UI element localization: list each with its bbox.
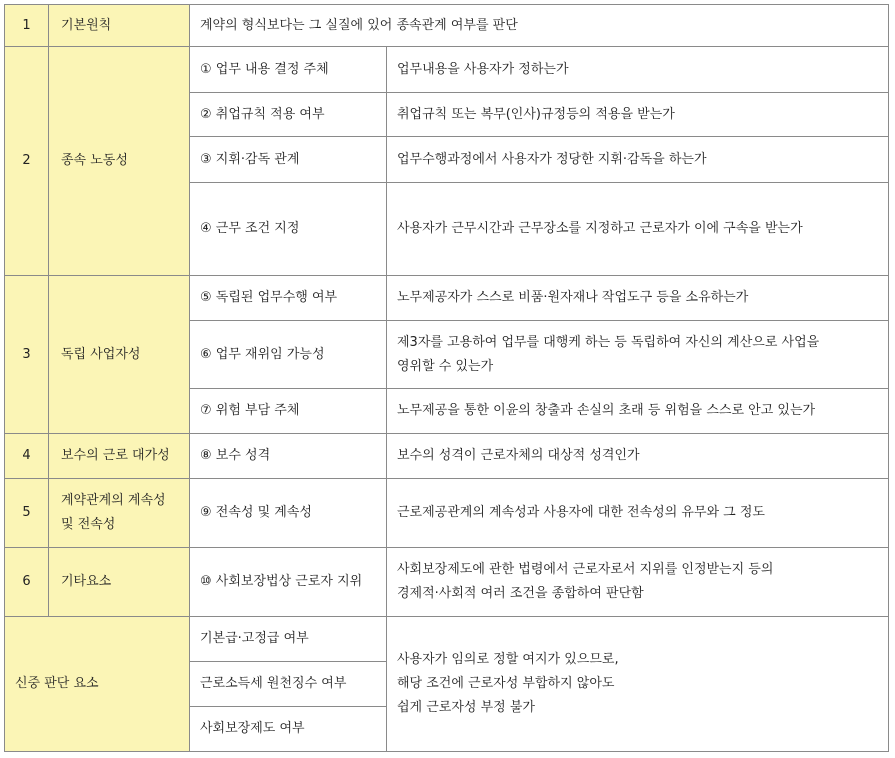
category-cell: 독립 사업자성	[49, 276, 190, 434]
criterion-cell: ⑩ 사회보장법상 근로자 지위	[190, 548, 387, 617]
description-cell: 사용자가 근무시간과 근무장소를 지정하고 근로자가 이에 구속을 받는가	[387, 183, 889, 276]
criterion-cell: ⑥ 업무 재위임 가능성	[190, 321, 387, 389]
criterion-cell: ② 취업규칙 적용 여부	[190, 93, 387, 137]
row-number: 5	[5, 479, 49, 548]
description-line: 사회보장제도에 관한 법령에서 근로자로서 지위를 인정받는지 등의	[397, 562, 774, 577]
criterion-cell: 기본급·고정급 여부	[190, 617, 387, 662]
table-row	[5, 617, 889, 662]
description-cell	[387, 617, 889, 752]
criterion-cell: 사회보장제도 여부	[190, 707, 387, 752]
criterion-cell: ⑧ 보수 성격	[190, 434, 387, 479]
row-number: 2	[5, 47, 49, 276]
description-line: 경제적·사회적 여러 조건을 종합하여 판단함	[397, 586, 644, 601]
criterion-cell: ⑤ 독립된 업무수행 여부	[190, 276, 387, 321]
description-line: 쉽게 근로자성 부정 불가	[397, 700, 535, 715]
row-number: 1	[5, 5, 49, 47]
category-cell	[49, 479, 190, 548]
criterion-cell: ③ 지휘·감독 관계	[190, 137, 387, 183]
category-cell: 기타요소	[49, 548, 190, 617]
description-cell: 노무제공을 통한 이윤의 창출과 손실의 초래 등 위험을 스스로 안고 있는가	[387, 389, 889, 434]
description-line: 영위할 수 있는가	[397, 358, 494, 374]
description-line: 사용자가 임의로 정할 여지가 있으므로,	[397, 652, 619, 667]
row-number: 6	[5, 548, 49, 617]
criterion-cell: ⑨ 전속성 및 계속성	[190, 479, 387, 548]
description-cell: 업무내용을 사용자가 정하는가	[387, 47, 889, 93]
table-row	[5, 47, 889, 93]
table-row	[5, 5, 889, 47]
table-row	[5, 479, 889, 548]
table-row	[5, 434, 889, 479]
table-row	[5, 276, 889, 321]
criterion-cell: ④ 근무 조건 지정	[190, 183, 387, 276]
category-cell: 보수의 근로 대가성	[49, 434, 190, 479]
description-cell: 노무제공자가 스스로 비품·원자재나 작업도구 등을 소유하는가	[387, 276, 889, 321]
description-line: 해당 조건에 근로자성 부합하지 않아도	[397, 676, 615, 691]
row-number: 4	[5, 434, 49, 479]
description-cell	[387, 321, 889, 389]
worker-status-criteria-table	[4, 4, 889, 752]
category-cell: 신중 판단 요소	[5, 617, 190, 752]
category-line: 및 전속성	[61, 517, 116, 532]
description-cell	[387, 548, 889, 617]
criterion-cell: ⑦ 위험 부담 주체	[190, 389, 387, 434]
description-cell: 업무수행과정에서 사용자가 정당한 지휘·감독을 하는가	[387, 137, 889, 183]
criterion-cell: ① 업무 내용 결정 주체	[190, 47, 387, 93]
criterion-cell: 근로소득세 원천징수 여부	[190, 662, 387, 707]
row-number: 3	[5, 276, 49, 434]
category-cell: 기본원칙	[49, 5, 190, 47]
description-cell: 취업규칙 또는 복무(인사)규정등의 적용을 받는가	[387, 93, 889, 137]
category-cell: 종속 노동성	[49, 47, 190, 276]
category-line: 계약관계의 계속성	[61, 493, 166, 508]
description-cell: 근로제공관계의 계속성과 사용자에 대한 전속성의 유무와 그 정도	[387, 479, 889, 548]
description-cell: 보수의 성격이 근로자체의 대상적 성격인가	[387, 434, 889, 479]
table-row	[5, 548, 889, 617]
description-cell: 계약의 형식보다는 그 실질에 있어 종속관계 여부를 판단	[190, 5, 889, 47]
description-line: 제3자를 고용하여 업무를 대행케 하는 등 독립하여 자신의 계산으로 사업을	[397, 334, 820, 350]
